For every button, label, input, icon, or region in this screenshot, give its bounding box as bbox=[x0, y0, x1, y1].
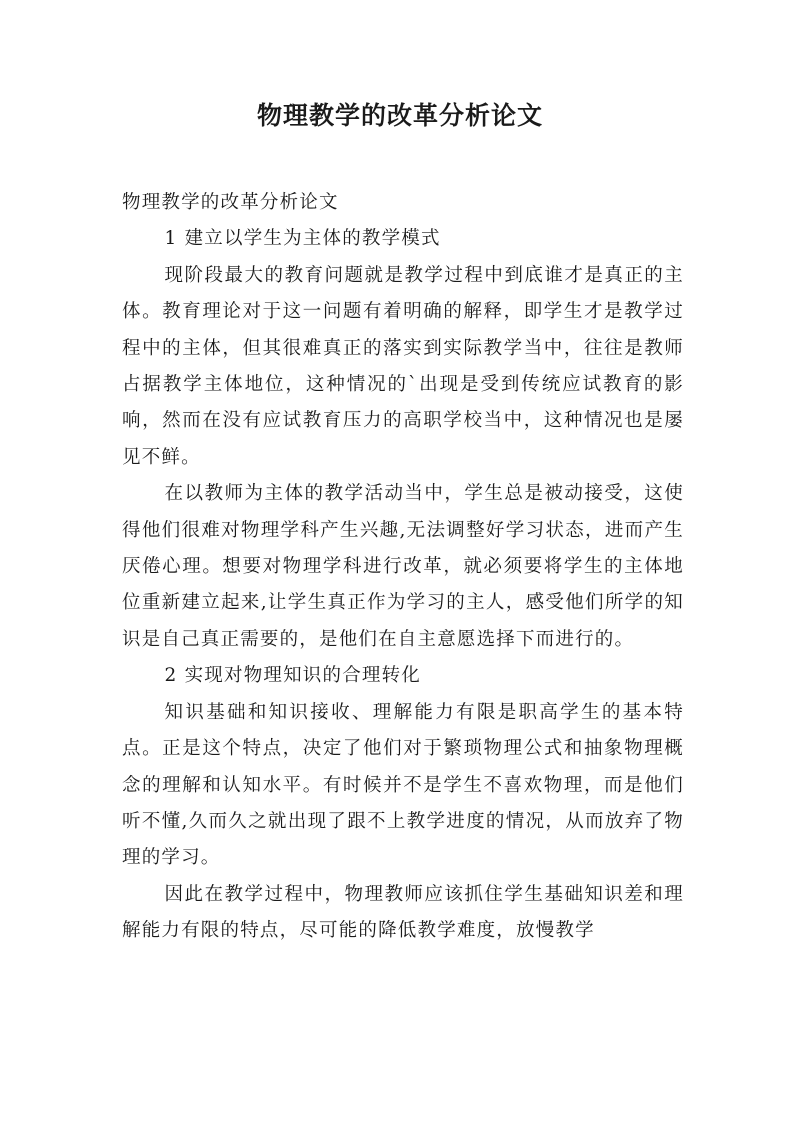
paragraph: 知识基础和知识接收、理解能力有限是职高学生的基本特点。正是这个特点，决定了他们对于繁琐物理公式和抽象物理概念的理解和认知水平。有时候并不是学生不喜欢物理，而是他们听不懂,久而久之就出现了跟不上教学进度的情况，从而放弃了物理的学习。 bbox=[122, 701, 684, 869]
paragraph: 现阶段最大的教育问题就是教学过程中到底谁才是真正的主体。教育理论对于这一问题有着明确的解释，即学生才是教学过程中的主体，但其很难真正的落实到实际教学当中，往往是教师占据教学主体地位，这种情况的`出现是受到传统应试教育的影响，然而在没有应试教育压力的高职学校当中，这种情况也是屡见不鲜。 bbox=[122, 264, 684, 468]
section-heading-2: 2 实现对物理知识的合理转化 bbox=[164, 665, 421, 687]
paragraph: 在以教师为主体的教学活动当中，学生总是被动接受，这使得他们很难对物理学科产生兴趣,无法调整好学习状态，进而产生厌倦心理。想要对物理学科进行改革，就必须要将学生的主体地位重新建立起来,让学生真正作为学习的主人，感受他们所学的知识是自己真正需要的，是他们在自主意愿选择下而进行的。 bbox=[122, 483, 684, 650]
paragraph: 因此在教学过程中，物理教师应该抓住学生基础知识差和理解能力有限的特点，尽可能的降低教学难度，放慢教学 bbox=[122, 883, 684, 942]
paragraph-subtitle: 物理教学的改革分析论文 bbox=[122, 192, 339, 213]
document-title: 物理教学的改革分析论文 bbox=[256, 101, 543, 130]
document-body bbox=[122, 185, 684, 950]
section-heading-1: 1 建立以学生为主体的教学模式 bbox=[164, 228, 441, 250]
